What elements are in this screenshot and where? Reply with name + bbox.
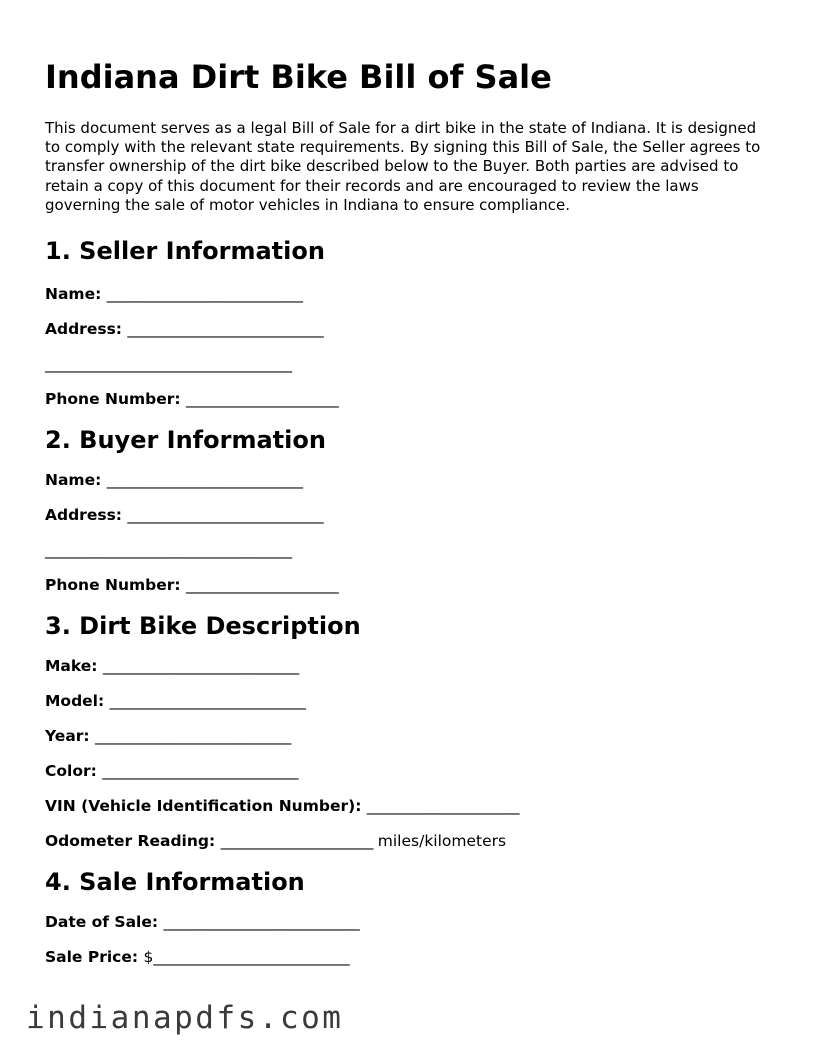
seller-address-label: Address:	[45, 320, 128, 339]
buyer-section-heading: 2. Buyer Information	[45, 426, 326, 455]
seller-name-label: Name:	[45, 285, 107, 304]
sale-price-currency: $	[143, 948, 154, 967]
bike-vin-field[interactable]: _____________________	[366, 797, 520, 816]
bill-of-sale-document	[45, 55, 775, 982]
sale-section-heading: 4. Sale Information	[45, 868, 305, 897]
seller-phone-field[interactable]: _____________________	[186, 390, 339, 409]
seller-address-field[interactable]: ___________________________	[127, 320, 324, 339]
sale-date-label: Date of Sale:	[45, 913, 164, 932]
sale-price-row	[45, 947, 775, 982]
bike-make-row	[45, 656, 775, 691]
seller-address-line2-row	[45, 354, 775, 389]
bike-section-heading: 3. Dirt Bike Description	[45, 612, 361, 641]
bike-color-row	[45, 761, 775, 796]
buyer-address-field[interactable]: ___________________________	[127, 506, 324, 525]
buyer-phone-field[interactable]: _____________________	[186, 576, 339, 595]
bike-odometer-row	[45, 831, 775, 866]
bike-model-label: Model:	[45, 692, 110, 711]
intro-paragraph: This document serves as a legal Bill of Sale for a dirt bike in the state of Indiana. It is designed to comply with the relevant state requirements. By signing this Bill of Sale, the Seller agrees to transfer ownership of the dirt bike described below to the Buyer. Both parties are advised to retain a copy of this document for their records and are encouraged to review the laws governing the sale of motor vehicles in Indiana to ensure compliance.	[45, 119, 761, 214]
bike-vin-label: VIN (Vehicle Identification Number):	[45, 797, 367, 816]
sale-price-label: Sale Price:	[45, 948, 144, 967]
buyer-phone-label: Phone Number:	[45, 576, 186, 595]
buyer-name-row	[45, 470, 775, 505]
seller-name-field[interactable]: ___________________________	[106, 285, 303, 304]
buyer-address-line2-field[interactable]: __________________________________	[45, 541, 292, 560]
bike-odometer-label: Odometer Reading:	[45, 832, 221, 851]
bike-make-field[interactable]: ___________________________	[102, 657, 299, 676]
bike-year-label: Year:	[45, 727, 96, 746]
page-title: Indiana Dirt Bike Bill of Sale	[45, 58, 552, 96]
buyer-name-field[interactable]: ___________________________	[106, 471, 303, 490]
sale-date-field[interactable]: ___________________________	[163, 913, 360, 932]
bike-color-field[interactable]: ___________________________	[102, 762, 298, 781]
bike-year-field[interactable]: ___________________________	[95, 727, 291, 746]
sale-price-field[interactable]: ___________________________	[153, 948, 350, 967]
site-watermark: indianapdfs.com	[26, 1000, 344, 1036]
seller-section-heading: 1. Seller Information	[45, 237, 325, 266]
bike-make-label: Make:	[45, 657, 103, 676]
bike-model-field[interactable]: ___________________________	[109, 692, 306, 711]
sale-date-row	[45, 912, 775, 947]
seller-phone-row	[45, 389, 775, 424]
buyer-address-row	[45, 505, 775, 540]
bike-color-label: Color:	[45, 762, 103, 781]
buyer-address-line2-row	[45, 540, 775, 575]
bike-model-row	[45, 691, 775, 726]
buyer-address-label: Address:	[45, 506, 128, 525]
buyer-name-label: Name:	[45, 471, 107, 490]
seller-name-row	[45, 284, 775, 319]
bike-odometer-field[interactable]: _____________________	[220, 832, 373, 851]
bike-vin-row	[45, 796, 775, 831]
bike-year-row	[45, 726, 775, 761]
bike-odometer-unit: miles/kilometers	[377, 832, 507, 851]
seller-phone-label: Phone Number:	[45, 390, 186, 409]
seller-address-line2-field[interactable]: __________________________________	[45, 355, 292, 374]
buyer-phone-row	[45, 575, 775, 610]
seller-address-row	[45, 319, 775, 354]
